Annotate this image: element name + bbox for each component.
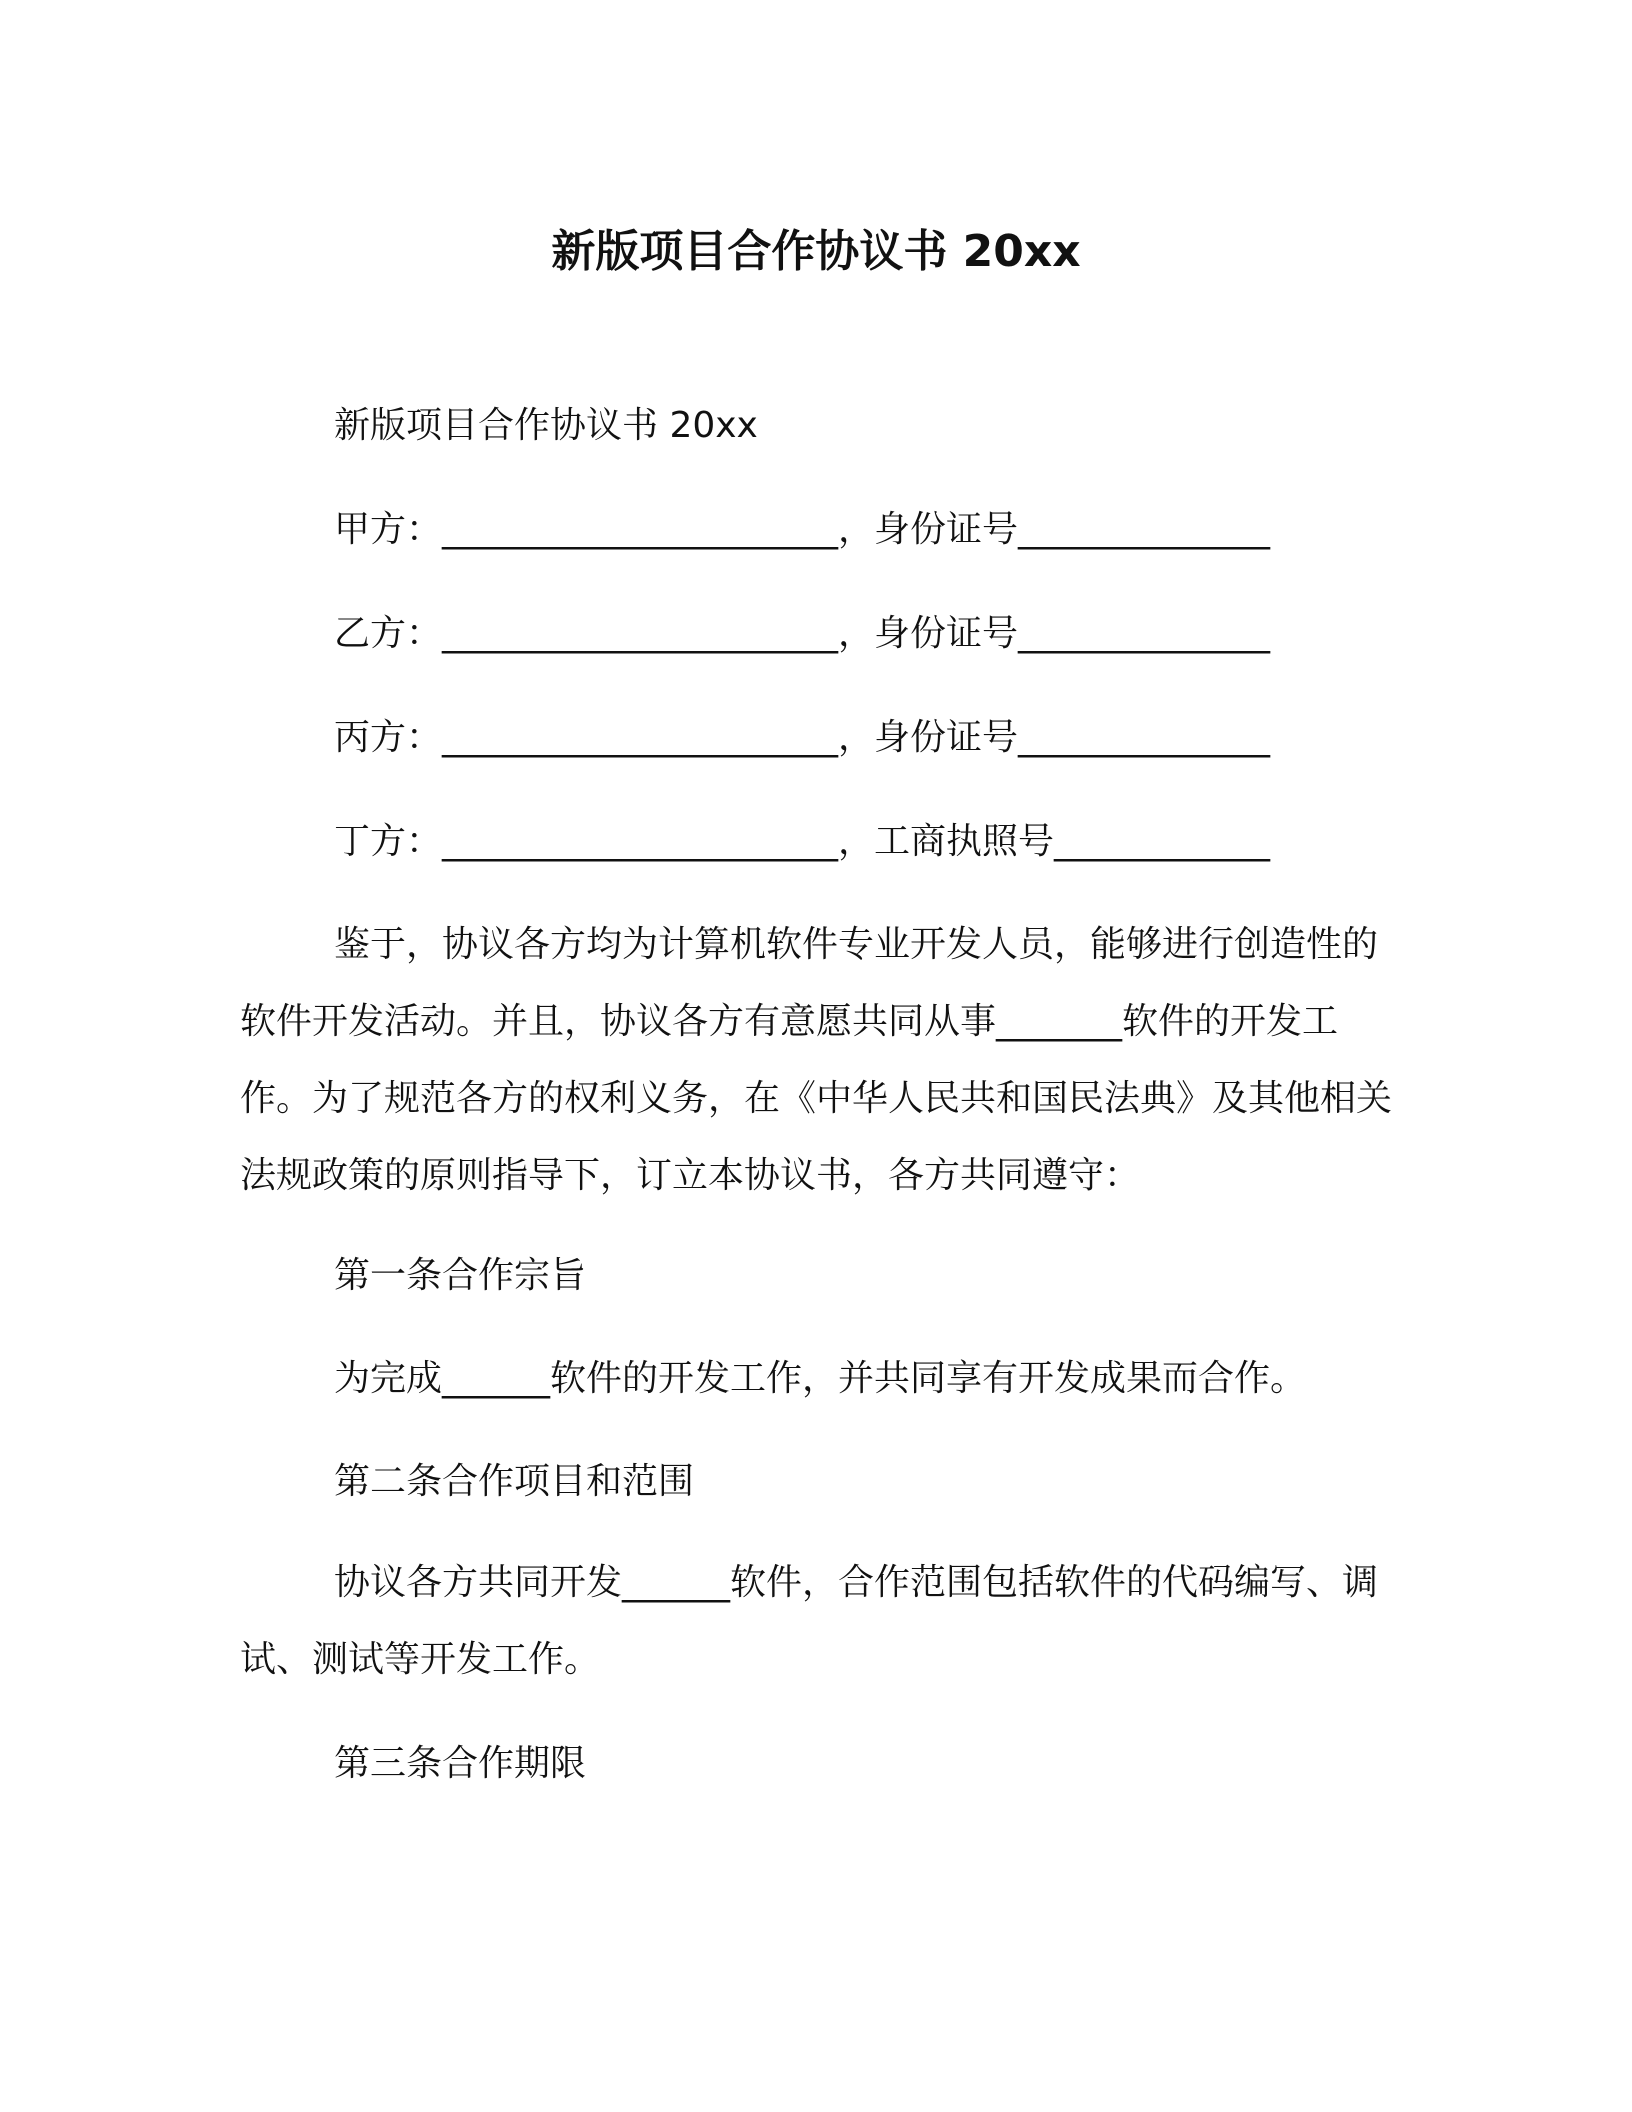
party-line-a xyxy=(334,504,1270,556)
party-name-blank: ______________________ xyxy=(442,717,839,758)
party-id-blank: ____________ xyxy=(1054,821,1271,862)
party-name-blank: ______________________ xyxy=(442,821,839,862)
party-separator: ， xyxy=(838,821,875,862)
party-id-label: 工商执照号 xyxy=(874,821,1055,862)
party-separator: ， xyxy=(838,509,875,550)
document-title: 新版项目合作协议书 20xx xyxy=(551,226,1081,277)
party-name-blank: ______________________ xyxy=(442,509,839,550)
document-subtitle: 新版项目合作协议书 20xx xyxy=(334,405,758,446)
party-separator: ， xyxy=(838,613,875,654)
party-line-d xyxy=(334,816,1270,868)
party-label: 丙方： xyxy=(334,717,443,758)
article-1-heading: 第一条合作宗旨 xyxy=(334,1255,587,1296)
article-2-body xyxy=(240,1544,1400,1698)
article-3-heading: 第三条合作期限 xyxy=(334,1743,587,1784)
article-2-heading: 第二条合作项目和范围 xyxy=(334,1461,695,1502)
party-line-b xyxy=(334,608,1270,660)
preamble-paragraph xyxy=(240,906,1400,1214)
party-id-blank: ______________ xyxy=(1018,717,1271,758)
party-line-c xyxy=(334,712,1270,764)
party-id-label: 身份证号 xyxy=(874,717,1019,758)
party-id-label: 身份证号 xyxy=(874,613,1019,654)
preamble-text: 鉴于，协议各方均为计算机软件专业开发人员，能够进行创造性的软件开发活动。并且，协议各方有意愿共同从事_______软件的开发工作。为了规范各方的权利义务，在《中华人民共和国民法典》及其他相关法规政策的原则指导下，订立本协议书，各方共同遵守： xyxy=(240,924,1393,1196)
article-1-body: 为完成______软件的开发工作，并共同享有开发成果而合作。 xyxy=(334,1358,1307,1399)
party-name-blank: ______________________ xyxy=(442,613,839,654)
party-id-label: 身份证号 xyxy=(874,509,1019,550)
article-2-body-text: 协议各方共同开发______软件，合作范围包括软件的代码编写、调试、测试等开发工作。 xyxy=(240,1562,1379,1680)
party-label: 丁方： xyxy=(334,821,443,862)
party-separator: ， xyxy=(838,717,875,758)
party-label: 乙方： xyxy=(334,613,443,654)
party-id-blank: ______________ xyxy=(1018,509,1271,550)
party-id-blank: ______________ xyxy=(1018,613,1271,654)
party-label: 甲方： xyxy=(334,509,443,550)
